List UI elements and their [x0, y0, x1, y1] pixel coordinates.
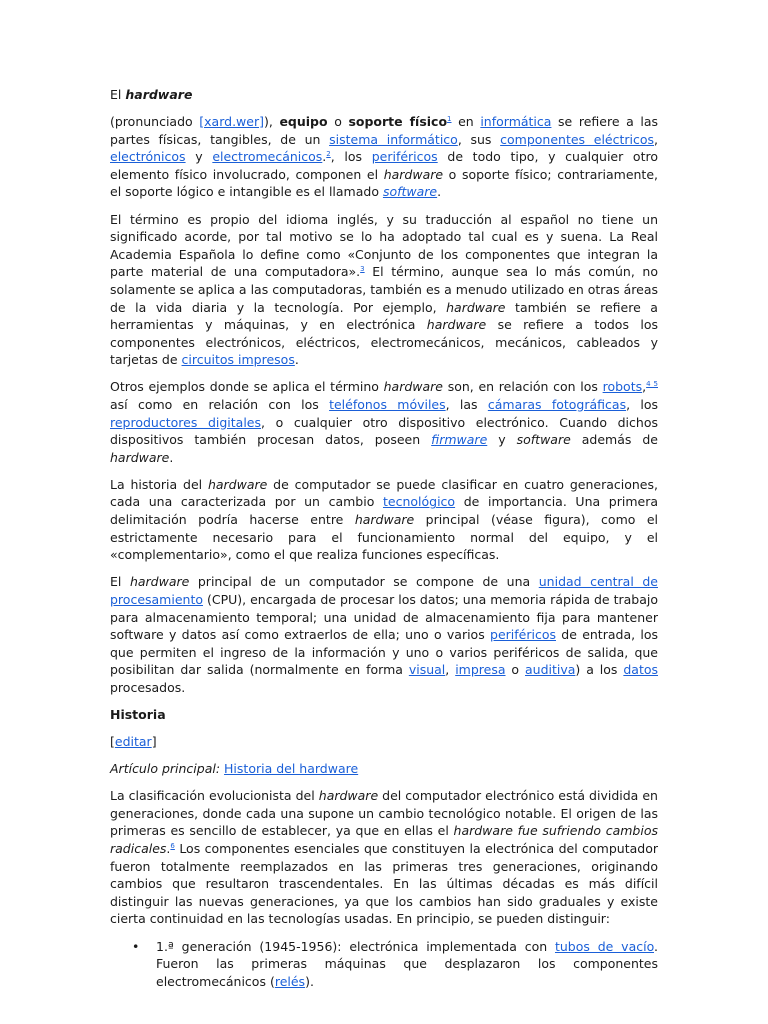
section-heading-historia: Historia — [110, 707, 166, 722]
pronunciation-link[interactable]: [xard.wer] — [199, 114, 264, 130]
footnote-1[interactable]: 1 — [447, 114, 452, 123]
generations-list — [110, 938, 658, 991]
title-prefix: El — [110, 87, 126, 102]
main-article-label: Artículo principal: — [110, 761, 225, 777]
article-body — [110, 86, 658, 990]
link-reles[interactable]: relés — [274, 973, 306, 989]
bullet-icon: • — [132, 938, 140, 954]
edit-section: [editar] — [110, 734, 157, 750]
link-informatica[interactable]: informática — [480, 114, 552, 130]
link-circuitos-impresos[interactable]: circuitos impresos — [181, 352, 295, 368]
footnote-4-5[interactable]: 4 5 — [646, 380, 658, 389]
link-historia-hardware[interactable]: Historia del hardware — [224, 761, 359, 777]
link-sistema-informatico[interactable]: sistema informático — [329, 131, 458, 147]
term-soporte: soporte físico — [348, 114, 448, 130]
link-datos[interactable]: datos — [623, 662, 659, 678]
link-robots[interactable]: robots — [602, 379, 643, 395]
link-software[interactable]: software — [382, 184, 438, 200]
link-visual[interactable]: visual — [408, 662, 446, 678]
list-item: • 1.ª generación (1945-1956): electrónica implementada con tubos de vacío. Fueron las primeras máquinas que desplazaron los componentes electromecánicos (relés). — [132, 938, 658, 989]
link-electromecanicos[interactable]: electromecánicos — [212, 149, 323, 165]
edit-link[interactable]: editar — [114, 734, 152, 750]
paragraph-etymology: El término es propio del idioma inglés, y su traducción al español no tiene un significado acorde, por tal motivo se lo ha adoptado tal cual es y suena. La Real Academia Española lo define como «Conjunto de los componentes que integran la parte material de una computadora».$^3$ El término, aunque sea lo más común, no solamente se aplica a las computadoras, también es a menudo utilizado en otras áreas de la vida diaria y la tecnología. Por ejemplo, hardware también se refiere a herramientas y máquinas, y en electrónica hardware se refiere a todos los componentes electrónicos, eléctricos, electromecánicos, mecánicos, cableados y tarjetas de circuitos impresos. — [110, 211, 658, 368]
link-tubos-de-vacio[interactable]: tubos de vacío — [554, 938, 654, 954]
link-camaras-fotograficas[interactable]: cámaras fotográficas — [487, 397, 627, 412]
link-reproductores-digitales[interactable]: reproductores digitales — [110, 414, 262, 430]
paragraph-history-intro: La historia del hardware de computador se puede clasificar en cuatro generaciones, cada una caracterizada por un cambio tecnológico de importancia. Una primera delimitación podría hacerse entre hardware principal (véase figura), como el estrictamente necesario para el funcionamiento normal del equipo, y el «complementario», como el que realiza funciones específicas. — [110, 476, 659, 563]
link-componentes-electricos[interactable]: componentes eléctricos — [500, 131, 655, 147]
main-article-note — [110, 760, 658, 778]
footnote-6[interactable]: 6 — [170, 841, 175, 850]
link-perifericos[interactable]: periféricos — [371, 149, 438, 165]
paragraph-definition: (pronunciado [xard.wer]), equipo o soporte físico$^1$ en informática se refiere a las partes físicas, tangibles, de un sistema informático, sus componentes eléctricos, electrónicos y electromecánicos.$^2$, los periféricos de todo tipo, y cualquier otro elemento físico involucrado, componen el hardware o soporte físico; contrariamente, el soporte lógico e intangible es el llamado software. — [110, 114, 659, 200]
paragraph-generations: La clasificación evolucionista del hardware del computador electrónico está dividida en generaciones, donde cada una supone un cambio tecnológico notable. El origen de las primeras es sencillo de establecer, ya que en ellas el hardware fue sufriendo cambios radicales.$^6$ Los componentes esenciales que constituyen la electrónica del computador fueron totalmente reemplazados en las primeras tres generaciones, originando cambios que resultaron trascendentales. En las últimas décadas es más difícil distinguir las nuevas generaciones, ya que los cambios han sido graduales y existe cierta continuidad en las tecnologías usadas. En principio, se pueden distinguir: — [110, 788, 658, 927]
paragraph-examples: Otros ejemplos donde se aplica el término hardware son, en relación con los robots,$^{4 5}$ así como en relación con los teléfonos móviles, las cámaras fotográficas, los reproductores digitales, o cualquier otro dispositivo electrónico. Cuando dichos dispositivos también procesan datos, poseen firmware y software además de hardware. — [110, 379, 658, 465]
paragraph-components: El hardware principal de un computador se compone de una unidad central de procesamiento (CPU), encargada de procesar los datos; una memoria rápida de trabajo para almacenamiento temporal; una unidad de almacenamiento fija para mantener software y datos así como extraerlos de ella; uno o varios periféricos de entrada, los que permiten el ingreso de la información y uno o varios periféricos de salida, que posibilitan dar salida (normalmente en forma visual, impresa o auditiva) a los datos procesados. — [110, 574, 659, 695]
title-word: hardware — [125, 87, 193, 102]
link-auditiva[interactable]: auditiva — [525, 662, 576, 678]
page-title — [110, 86, 658, 104]
link-electronicos[interactable]: electrónicos — [110, 149, 186, 165]
term-equipo: equipo — [279, 114, 328, 130]
footnote-3[interactable]: 3 — [360, 265, 365, 274]
link-perifericos-2[interactable]: periféricos — [490, 627, 556, 643]
footnote-2[interactable]: 2 — [326, 150, 331, 159]
link-impresa[interactable]: impresa — [455, 662, 506, 678]
link-unidad-central[interactable]: unidad central de procesamiento — [110, 574, 658, 607]
link-firmware[interactable]: firmware — [431, 432, 488, 448]
link-tecnologico[interactable]: tecnológico — [382, 494, 456, 510]
link-telefonos-moviles[interactable]: teléfonos móviles — [329, 397, 446, 412]
